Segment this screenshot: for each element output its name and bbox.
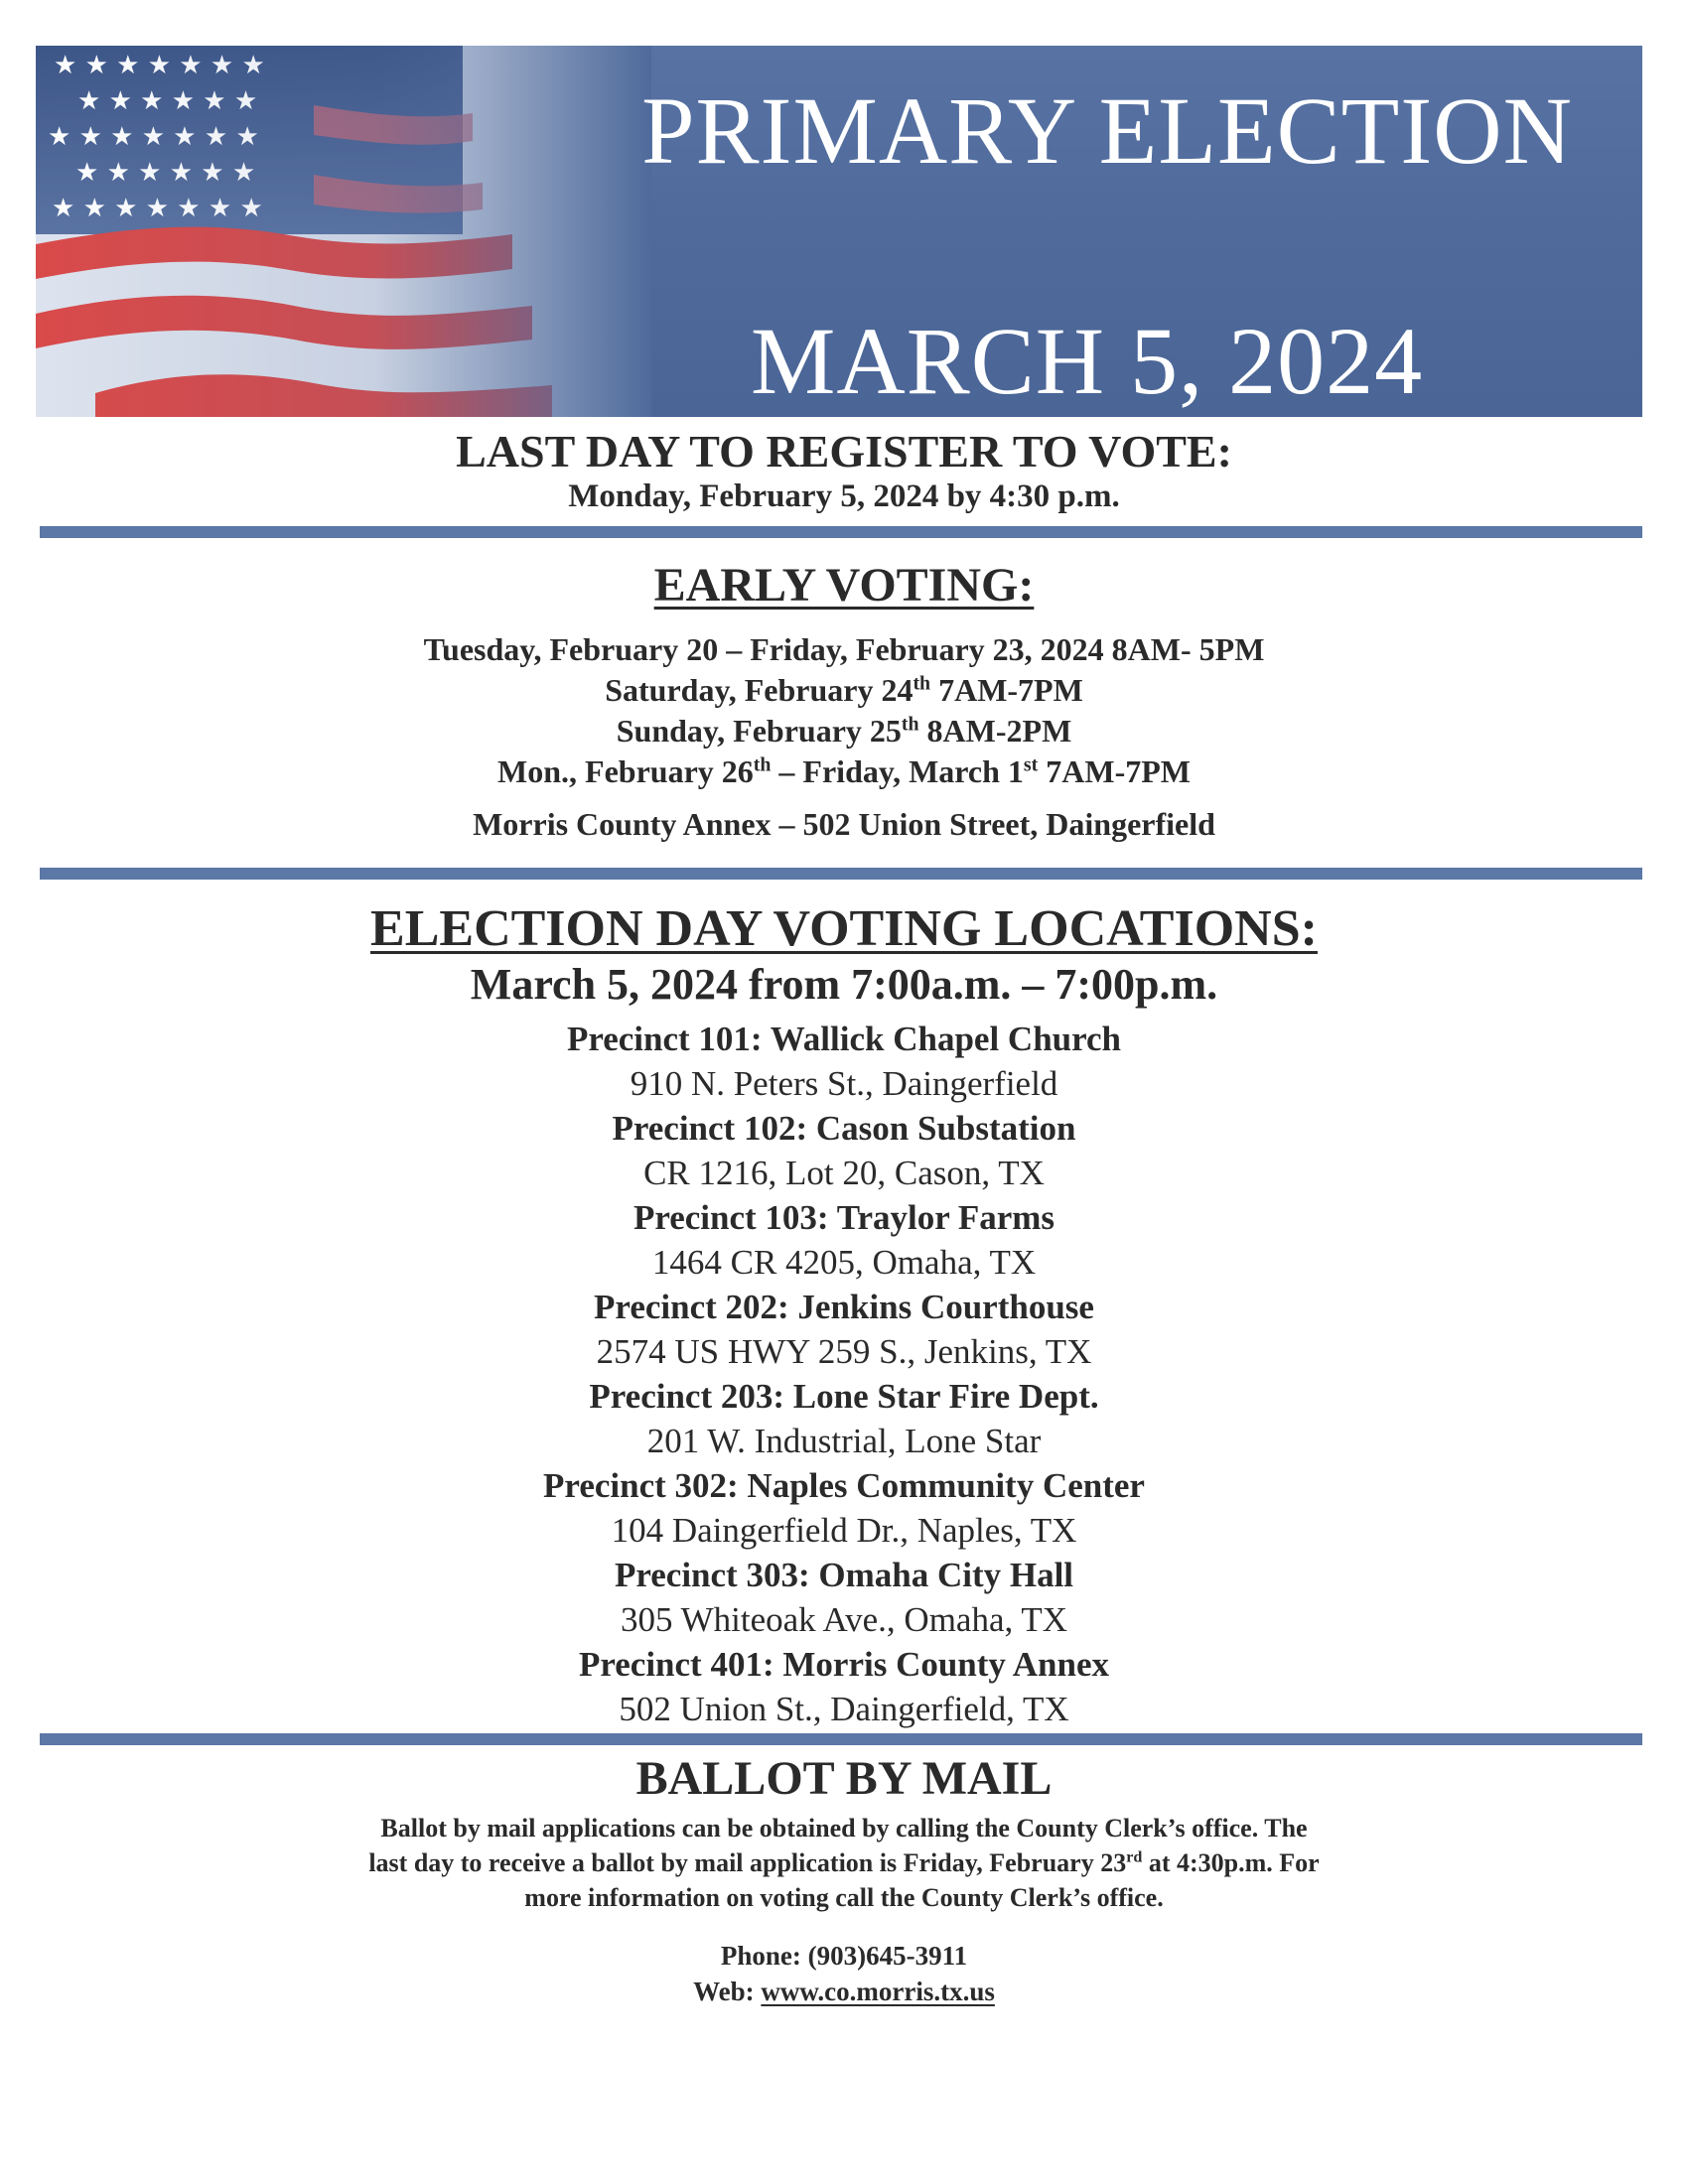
precinct-name: Precinct 302: Naples Community Center [543, 1466, 1145, 1505]
precinct-address: CR 1216, Lot 20, Cason, TX [643, 1154, 1045, 1192]
early-voting-line: Mon., February 26th – Friday, March 1st 7AM-7PM [497, 753, 1191, 789]
ballot-by-mail-heading: BALLOT BY MAIL [635, 1752, 1053, 1805]
precinct-name: Precinct 203: Lone Star Fire Dept. [589, 1377, 1099, 1416]
precinct-address: 305 Whiteoak Ave., Omaha, TX [620, 1600, 1068, 1639]
divider [40, 526, 1642, 538]
early-voting-heading: EARLY VOTING: [653, 559, 1035, 612]
early-voting-schedule [0, 629, 1688, 792]
election-day-hours: March 5, 2024 from 7:00a.m. – 7:00p.m. [470, 960, 1218, 1009]
divider [40, 1733, 1642, 1745]
precinct-name: Precinct 103: Traylor Farms [633, 1198, 1055, 1237]
ballot-by-mail-text: Ballot by mail applications can be obtained by calling the County Clerk’s office. The last day to receive a ballot by mail application is Friday, February 23rd at 4:30p.m. For more information on voting call the County Clerk’s office. [368, 1814, 1320, 1912]
precinct-address: 201 W. Industrial, Lone Star [646, 1422, 1042, 1460]
precinct-address: 2574 US HWY 259 S., Jenkins, TX [596, 1332, 1092, 1371]
phone-number: Phone: (903)645-3911 [720, 1941, 968, 1971]
website-link[interactable]: www.co.morris.tx.us [761, 1977, 995, 2006]
contact-info [0, 1938, 1688, 2009]
early-voting-line: Sunday, February 25th 8AM-2PM [616, 713, 1072, 749]
precinct-address: 910 N. Peters St., Daingerfield [630, 1064, 1058, 1103]
precinct-address: 1464 CR 4205, Omaha, TX [651, 1243, 1037, 1282]
precinct-list [0, 1017, 1688, 1731]
early-voting-location: Morris County Annex – 502 Union Street, Daingerfield [473, 806, 1215, 842]
precinct-name: Precinct 102: Cason Substation [612, 1109, 1076, 1148]
website: Web: www.co.morris.tx.us [693, 1977, 995, 2006]
american-flag-icon [36, 46, 651, 417]
precinct-name: Precinct 101: Wallick Chapel Church [566, 1020, 1122, 1058]
early-voting-line: Saturday, February 24th 7AM-7PM [605, 672, 1083, 708]
precinct-name: Precinct 303: Omaha City Hall [614, 1556, 1074, 1594]
precinct-address: 502 Union St., Daingerfield, TX [619, 1690, 1069, 1728]
header-banner [36, 46, 1642, 417]
precinct-name: Precinct 401: Morris County Annex [578, 1645, 1109, 1684]
election-day-heading: ELECTION DAY VOTING LOCATIONS: [370, 900, 1318, 957]
registration-deadline: Monday, February 5, 2024 by 4:30 p.m. [568, 478, 1120, 514]
registration-heading: LAST DAY TO REGISTER TO VOTE: [456, 426, 1232, 477]
banner-title-election: PRIMARY ELECTION [641, 77, 1573, 184]
precinct-address: 104 Daingerfield Dr., Naples, TX [611, 1511, 1077, 1550]
banner-title-date: MARCH 5, 2024 [751, 308, 1424, 414]
precinct-name: Precinct 202: Jenkins Courthouse [594, 1288, 1094, 1326]
divider [40, 868, 1642, 880]
early-voting-line: Tuesday, February 20 – Friday, February 23, 2024 8AM- 5PM [423, 631, 1265, 667]
